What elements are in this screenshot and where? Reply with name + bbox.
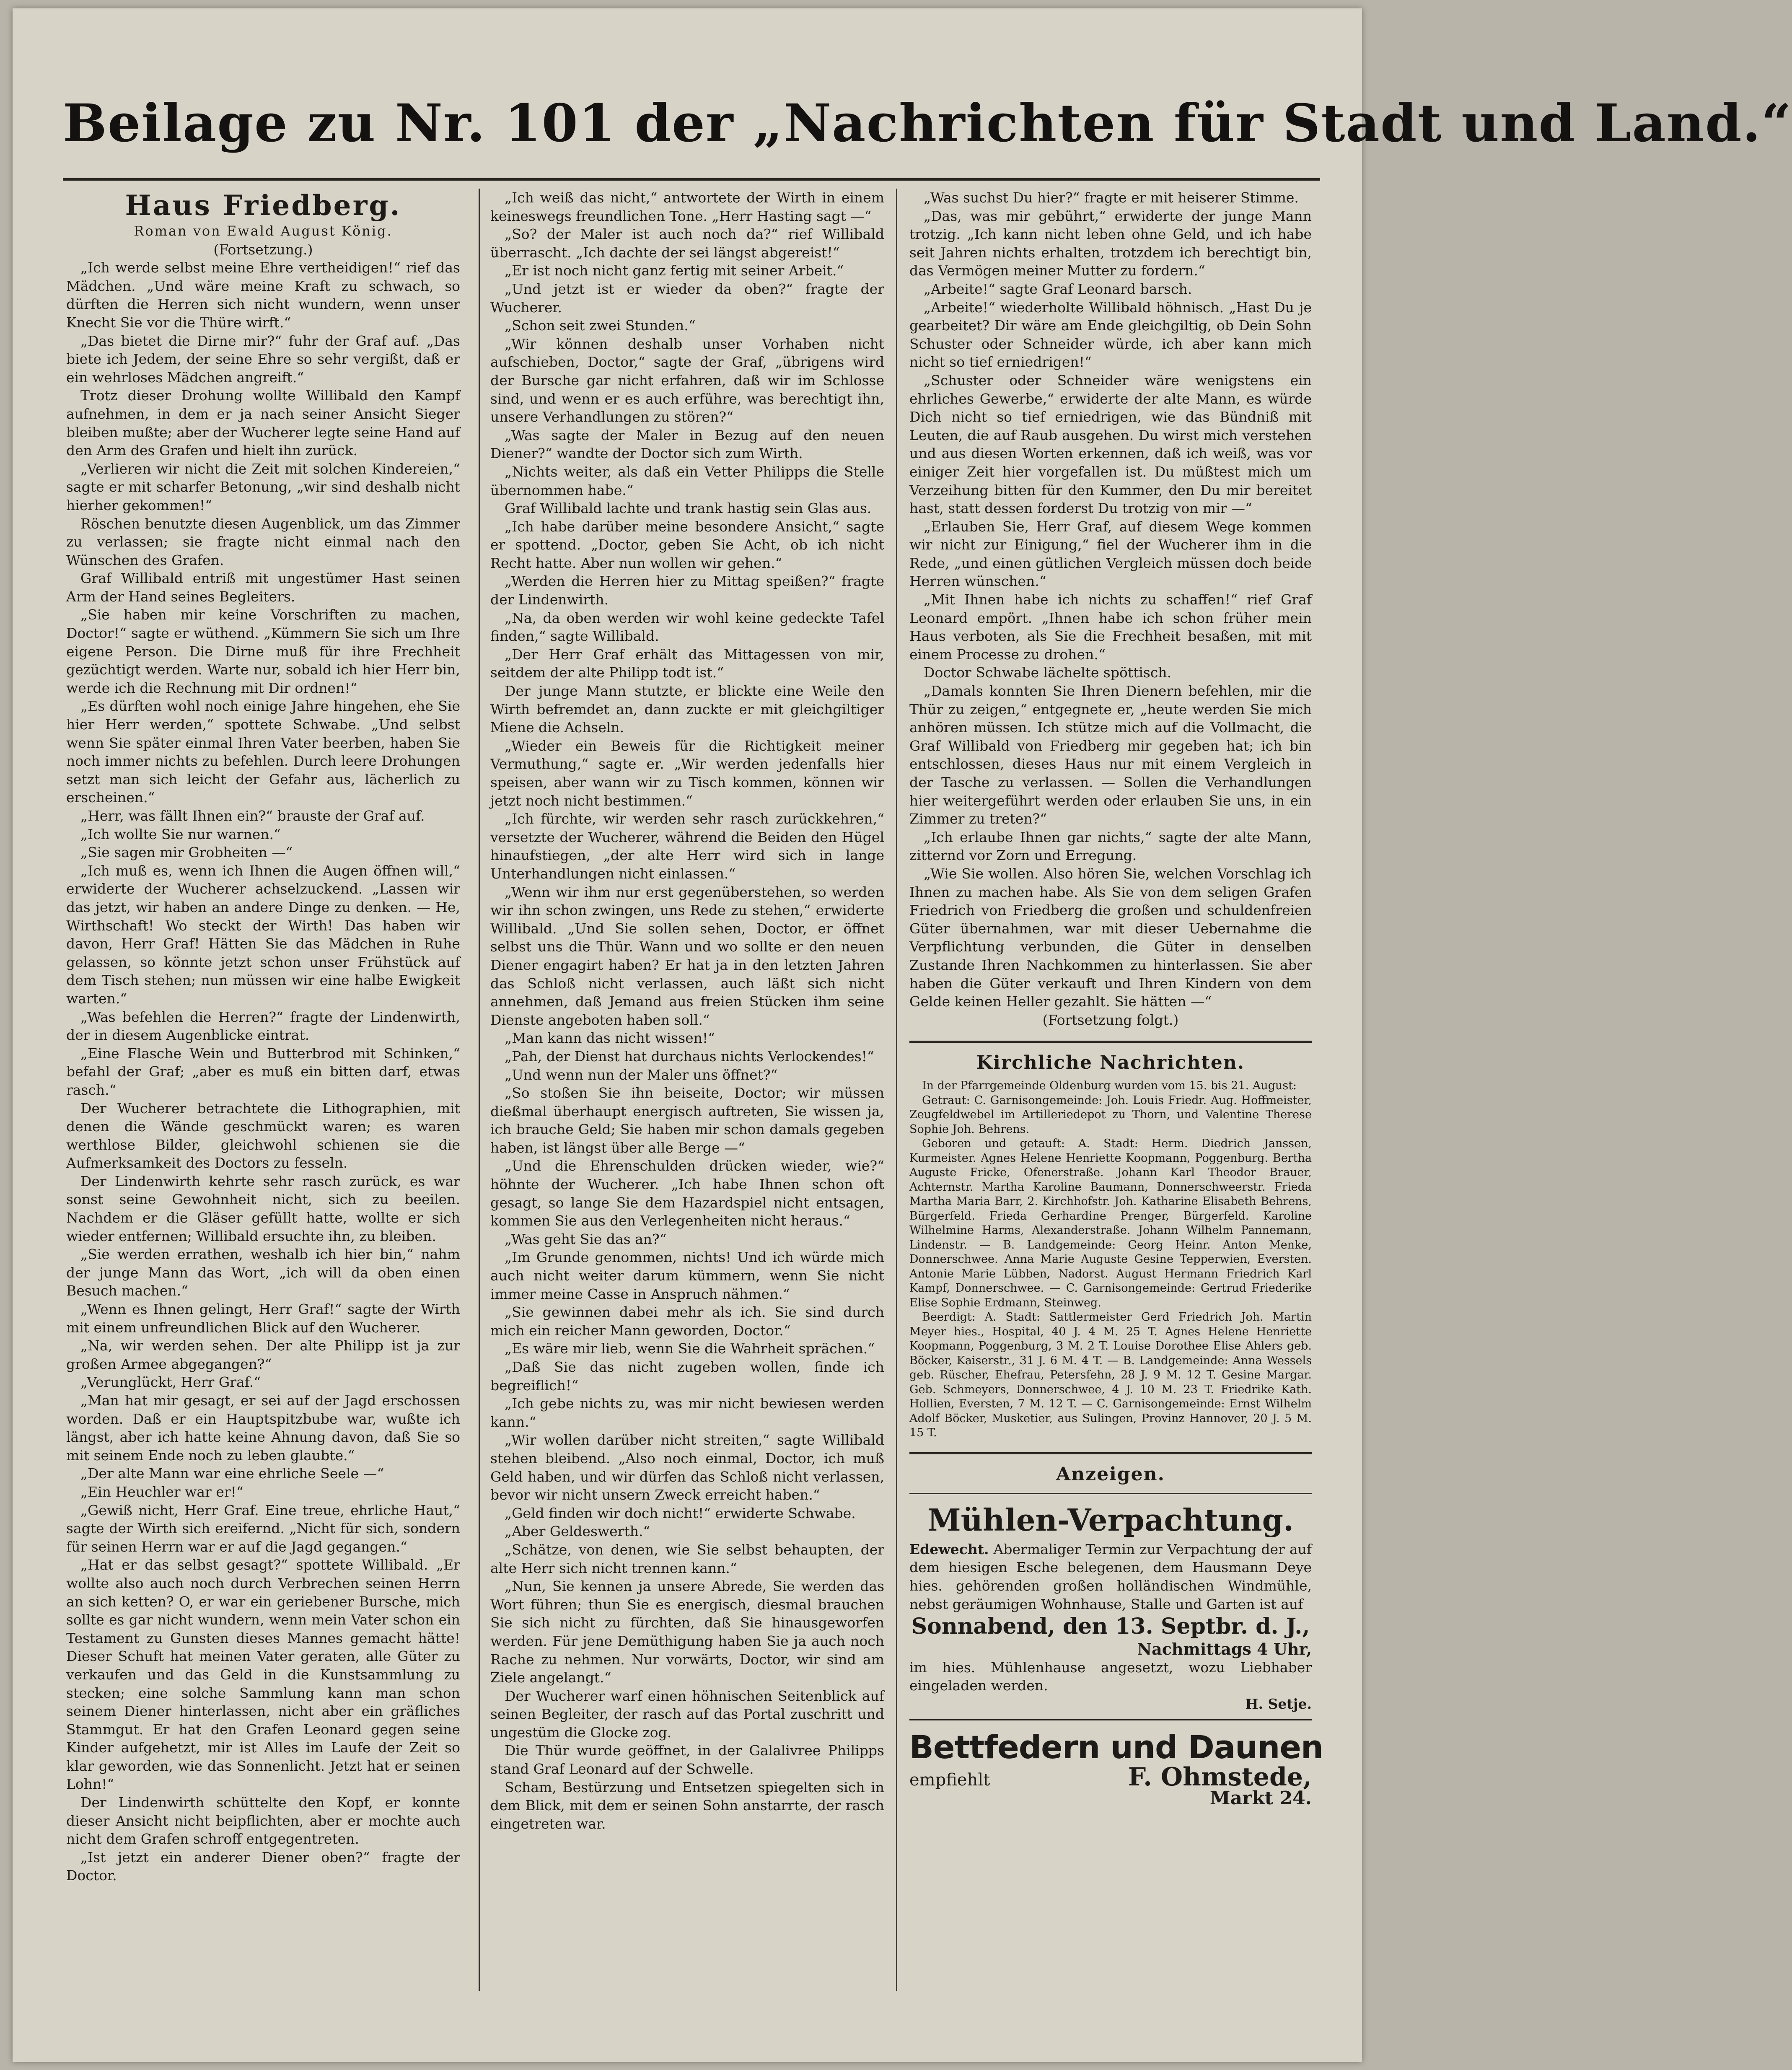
column-divider xyxy=(896,189,897,1991)
paragraph: „Und die Ehrenschulden drücken wieder, wie?“ höhnte der Wucherer. „Ich habe Ihnen schon oft gesagt, so lange Sie dem Hazardspiel nicht entsagen, kommen Sie aus den Verlegenheiten nicht heraus.“ xyxy=(490,1158,884,1229)
paragraph: Graf Willibald entriß mit ungestümer Hast seinen Arm der Hand seines Begleiters. xyxy=(66,570,460,605)
column-2 xyxy=(490,189,884,1833)
paragraph: „Was sagte der Maler in Bezug auf den neuen Diener?“ wandte der Doctor sich zum Wirth. xyxy=(490,427,884,462)
paragraph: „Der alte Mann war eine ehrliche Seele —“ xyxy=(80,1465,384,1482)
masthead-rule xyxy=(63,178,1320,181)
paragraph: „Im Grunde genommen, nichts! Und ich würde mich auch nicht weiter darum kümmern, wenn Sie nicht immer meine Casse in Anspruch nähmen.“ xyxy=(490,1249,884,1302)
paragraph: „Verlieren wir nicht die Zeit mit solchen Kindereien,“ sagte er mit scharfer Betonung, „wir sind deshalb nicht hierher gekommen!“ xyxy=(66,460,460,513)
church-paragraph: Geboren und getauft: A. Stadt: Herm. Diedrich Janssen, Kurmeister. Agnes Helene Henriette Koopmann, Poggenburg. Bertha Auguste Fricke, Ofenerstraße. Johann Karl Theodor Brauer, Achternstr. Martha Karoline Baumann, Donnerschweerstr. Frieda Martha Maria Barr, 2. Kirchhofstr. Joh. Katharine Elisabeth Behrens, Bürgerfeld. Frieda Gerhardine Prenger, Bürgerfeld. Karoline Wilhelmine Harms, Alexanderstraße. Johann Wilhelm Pannemann, Lindenstr. — B. Landgemeinde: Georg Heinr. Anton Menke, Donnerschwee. Anna Marie Auguste Gesine Tepperwien, Eversten. Antonie Marie Lübben, Nadorst. August Hermann Friedrich Karl Kampf, Donnerschwee. — C. Garnisongemeinde: Gertrud Friederike Elise Sophie Erdmann, Steinweg. xyxy=(909,1137,1312,1309)
paragraph: „Man kann das nicht wissen!“ xyxy=(505,1030,715,1047)
mill-lease-date: Sonnabend, den 13. Septbr. d. J., xyxy=(911,1614,1310,1640)
paragraph: „Ich habe darüber meine besondere Ansicht,“ sagte er spottend. „Doctor, geben Sie Acht, ob ich nicht Recht hatte. Aber nun wollen wir gehen.“ xyxy=(490,518,884,571)
paragraph: „Na, wir werden sehen. Der alte Philipp ist ja zur großen Armee abgegangen?“ xyxy=(66,1337,460,1372)
paragraph: „So stoßen Sie ihn beiseite, Doctor; wir müssen dießmal überhaupt energisch auftreten, Sie wissen ja, ich brauche Geld; Sie haben mir schon damals gegeben haben, ist längst über alle Berge —“ xyxy=(490,1085,884,1156)
paragraph: Graf Willibald lachte und trank hastig sein Glas aus. xyxy=(505,500,872,517)
paragraph: „Ich werde selbst meine Ehre vertheidigen!“ rief das Mädchen. „Und wäre meine Kraft zu schwach, so dürften die Herren sich nicht wundern, wenn unser Knecht Sie vor die Thüre wirft.“ xyxy=(66,259,460,331)
paragraph: „Schon seit zwei Stunden.“ xyxy=(505,317,696,334)
paragraph: „Wie Sie wollen. Also hören Sie, welchen Vorschlag ich Ihnen zu machen habe. Als Sie von dem seligen Grafen Friedrich von Friedberg die großen und schuldenfreien Güter übernahmen, war mit dieser Uebernahme die Verpflichtung verbunden, die Güter in denselben Zustande Ihren Nachkommen zu hinterlassen. Sie aber haben die Güter verkauft und Ihren Kindern von dem Gelde keinen Heller gezahlt. Sie hätten —“ xyxy=(909,865,1312,1010)
paragraph: „Was befehlen die Herren?“ fragte der Lindenwirth, der in diesem Augenblicke eintrat. xyxy=(66,1008,460,1044)
paragraph: „Sie werden errathen, weshalb ich hier bin,“ nahm der junge Mann das Wort, „ich will da oben einen Besuch machen.“ xyxy=(66,1246,460,1299)
paragraph: „Ich wollte Sie nur warnen.“ xyxy=(80,826,281,842)
section-rule xyxy=(909,1452,1312,1454)
paragraph: „Es wäre mir lieb, wenn Sie die Wahrheit sprächen.“ xyxy=(505,1340,875,1357)
paragraph: Trotz dieser Drohung wollte Willibald den Kampf aufnehmen, in dem er ja nach seiner Ansicht Sieger bleiben mußte; aber der Wucherer legte seine Hand auf den Arm des Grafen und hielt ihn zurück. xyxy=(66,387,460,459)
paragraph: „Ich weiß das nicht,“ antwortete der Wirth in einem keineswegs freundlichen Tone. „Herr Hasting sagt —“ xyxy=(490,189,884,224)
paragraph: „Und wenn nun der Maler uns öffnet?“ xyxy=(505,1066,778,1083)
bedding-address: Markt 24. xyxy=(1209,1788,1312,1809)
paragraph: „Erlauben Sie, Herr Graf, auf diesem Wege kommen wir nicht zur Einigung,“ fiel der Wucherer ihm in die Rede, „und einen gütlichen Vergleich müssen doch beide Herren wünschen.“ xyxy=(909,518,1312,590)
mill-lease-text-2: im hies. Mühlenhause angesetzt, wozu Liebhaber eingeladen werden. xyxy=(909,1659,1312,1694)
paragraph: „Nichts weiter, als daß ein Vetter Philipps die Stelle übernommen habe.“ xyxy=(490,463,884,498)
newspaper-page xyxy=(13,8,1792,2062)
mill-lease-time: Nachmittags 4 Uhr, xyxy=(1137,1640,1312,1659)
church-paragraph: In der Pfarrgemeinde Oldenburg wurden vom 15. bis 21. August: xyxy=(922,1079,1297,1093)
paragraph: „Er ist noch nicht ganz fertig mit seiner Arbeit.“ xyxy=(505,262,844,279)
paragraph: Der junge Mann stutzte, er blickte eine Weile den Wirth befremdet an, dann zuckte er mit gleichgiltiger Miene die Achseln. xyxy=(490,683,884,736)
column-divider xyxy=(479,189,480,1991)
mill-lease-place: Edewecht. xyxy=(909,1541,989,1557)
paragraph: „Wir wollen darüber nicht streiten,“ sagte Willibald stehen bleibend. „Also noch einmal, Doctor, ich muß Geld haben, und wir dürfen das Schloß nicht verlassen, bevor wir nicht unsern Zweck erreicht haben.“ xyxy=(490,1432,884,1503)
paragraph: „Es dürften wohl noch einige Jahre hingehen, ehe Sie hier Herr werden,“ spottete Schwabe. „Und selbst wenn Sie später einmal Ihren Vater beerben, haben Sie noch immer nichts zu befehlen. Durch leere Drohungen setzt man sich leicht der Gefahr aus, lächerlich zu erscheinen.“ xyxy=(66,698,460,806)
story-continued: (Fortsetzung.) xyxy=(213,241,313,258)
column-1 xyxy=(66,189,460,1885)
story-to-be-continued: (Fortsetzung folgt.) xyxy=(1042,1011,1179,1028)
paragraph: „Was geht Sie das an?“ xyxy=(505,1231,667,1247)
paragraph: Der Wucherer betrachtete die Lithographien, mit denen die Wände geschmückt waren; es waren werthlose Bilder, gleichwohl schienen sie die Aufmerksamkeit des Doctors zu fesseln. xyxy=(66,1100,460,1171)
paragraph: „Mit Ihnen habe ich nichts zu schaffen!“ rief Graf Leonard empört. „Ihnen habe ich schon früher mein Haus verboten, als Sie die Frechheit besaßen, mit mit einem Processe zu drohen.“ xyxy=(909,591,1312,663)
paragraph: Röschen benutzte diesen Augenblick, um das Zimmer zu verlassen; sie fragte nicht einmal nach den Wünschen des Grafen. xyxy=(66,515,460,568)
paragraph: Doctor Schwabe lächelte spöttisch. xyxy=(924,664,1172,681)
bedding-merchant: F. Ohmstede, xyxy=(1128,1762,1312,1792)
paragraph: „So? der Maler ist auch noch da?“ rief Willibald überrascht. „Ich dachte der sei längst abgereist!“ xyxy=(490,226,884,261)
church-news-title: Kirchliche Nachrichten. xyxy=(976,1052,1245,1074)
paragraph: „Ich gebe nichts zu, was mir nicht bewiesen werden kann.“ xyxy=(490,1395,884,1430)
mill-lease-signer: H. Setje. xyxy=(1245,1695,1312,1712)
paragraph: „Daß Sie das nicht zugeben wollen, finde ich begreiflich!“ xyxy=(490,1359,884,1394)
paragraph: „Damals konnten Sie Ihren Dienern befehlen, mir die Thür zu zeigen,“ entgegnete er, „heute werden Sie mich anhören müssen. Ich stütze mich auf die Vollmacht, die Graf Willibald von Friedberg mir gegeben hat; ich bin entschlossen, dieses Haus nur mit einem Vergleich in der Tasche zu verlassen. — Sollen die Verhandlungen hier weitergeführt werden oder erlauben Sie uns, in ein Zimmer zu treten?“ xyxy=(909,683,1312,827)
ad-rule xyxy=(909,1719,1312,1720)
paragraph: „Ist jetzt ein anderer Diener oben?“ fragte der Doctor. xyxy=(66,1849,460,1884)
paragraph: „Wir können deshalb unser Vorhaben nicht aufschieben, Doctor,“ sagte der Graf, „übrigens wird der Bursche gar nicht erfahren, daß wir im Schlosse sind, und wenn er es auch erführe, was berechtigt ihn, unsere Verhandlungen zu stören?“ xyxy=(490,335,884,425)
paragraph: „Ein Heuchler war er!“ xyxy=(80,1483,243,1500)
paragraph: „Na, da oben werden wir wohl keine gedeckte Tafel finden,“ sagte Willibald. xyxy=(490,609,884,645)
bedding-headline: Bettfedern und Daunen xyxy=(909,1728,1323,1766)
paragraph: „Wenn wir ihm nur erst gegenüberstehen, so werden wir ihn schon zwingen, uns Rede zu stehen,“ erwiderte Willibald. „Und Sie sollen sehen, Doctor, er öffnet selbst uns die Thür. Wann und wo sollte er den neuen Diener engagirt haben? Er hat ja in den letzten Jahren das Schloß nicht verlassen, auch läßt sich nicht annehmen, daß Jemand aus freien Stücken ihm seine Dienste angeboten haben soll.“ xyxy=(490,883,884,1028)
paragraph: „Und jetzt ist er wieder da oben?“ fragte der Wucherer. xyxy=(490,280,884,316)
story-title: Haus Friedberg. xyxy=(125,189,401,222)
paragraph: „Der Herr Graf erhält das Mittagessen von mir, seitdem der alte Philipp todt ist.“ xyxy=(490,646,884,681)
paragraph: „Sie sagen mir Grobheiten —“ xyxy=(80,844,293,861)
paragraph: „Geld finden wir doch nicht!“ erwiderte Schwabe. xyxy=(505,1505,856,1521)
paragraph: „Werden die Herren hier zu Mittag speißen?“ fragte der Lindenwirth. xyxy=(490,573,884,608)
paragraph: „Was suchst Du hier?“ fragte er mit heiserer Stimme. xyxy=(924,189,1299,206)
mill-lease-text: Abermaliger Termin zur Verpachtung der auf dem hiesigen Esche belegenen, dem Hausmann Deye hies. gehörenden großen holländischen Windmühle, nebst geräumigen Wohnhause, Stalle und Garten ist auf xyxy=(909,1541,1312,1612)
paragraph: „Ich muß es, wenn ich Ihnen die Augen öffnen will,“ erwiderte der Wucherer achselzuckend. „Lassen wir das jetzt, wir haben an andere Dinge zu denken. — He, Wirthschaft! Wo steckt der Wirth! Das haben wir davon, Herr Graf! Hätten Sie das Mädchen in Ruhe gelassen, so könnte jetzt schon unser Frühstück auf dem Tisch stehen; nun müssen wir eine halbe Ewigkeit warten.“ xyxy=(66,862,460,1007)
paragraph: „Herr, was fällt Ihnen ein?“ brauste der Graf auf. xyxy=(80,808,425,824)
church-paragraph: Getraut: C. Garnisongemeinde: Joh. Louis Friedr. Aug. Hoffmeister, Zeugfeldwebel im Artilleriedepot zu Thorn, und Valentine Therese Sophie Joh. Behrens. xyxy=(909,1093,1312,1136)
paragraph: Der Wucherer warf einen höhnischen Seitenblick auf seinen Begleiter, der rasch auf das Portal zuschritt und ungestüm die Glocke zog. xyxy=(490,1687,884,1741)
paragraph: „Eine Flasche Wein und Butterbrod mit Schinken,“ befahl der Graf; „aber es muß ein bitten darf, etwas rasch.“ xyxy=(66,1045,460,1098)
paragraph: „Wenn es Ihnen gelingt, Herr Graf!“ sagte der Wirth mit einem unfreundlichen Blick auf den Wucherer. xyxy=(66,1301,460,1336)
paragraph: „Arbeite!“ sagte Graf Leonard barsch. xyxy=(924,280,1192,297)
paragraph: „Ich erlaube Ihnen gar nichts,“ sagte der alte Mann, zitternd vor Zorn und Erregung. xyxy=(909,829,1312,864)
church-paragraph: Beerdigt: A. Stadt: Sattlermeister Gerd Friedrich Joh. Martin Meyer hies., Hospital, 40 J. 4 M. 25 T. Agnes Helene Henriette Koopmann, Poggenburg, 3 M. 2 T. Louise Dorothee Elise Ahlers geb. Böcker, Kaiserstr., 31 J. 6 M. 4 T. — B. Landgemeinde: Anna Wessels geb. Rüscher, Ehefrau, Petersfehn, 28 J. 9 M. 12 T. Gesine Margar. Geb. Schmeyers, Donnerschwee, 4 J. 10 M. 23 T. Friedrike Kath. Hollien, Eversten, 7 M. 12 T. — C. Garnisongemeinde: Ernst Wilhelm Adolf Böcker, Musketier, aus Sulingen, Provinz Hannover, 20 J. 5 M. 15 T. xyxy=(909,1311,1312,1440)
paragraph: Der Lindenwirth schüttelte den Kopf, er konnte dieser Ansicht nicht beipflichten, aber er mochte auch nicht dem Grafen schroff entgegentreten. xyxy=(66,1794,460,1847)
paragraph: „Schuster oder Schneider wäre wenigstens ein ehrliches Gewerbe,“ erwiderte der alte Mann, es würde Dich nicht so tief erniedrigen, wie das Bündniß mit Leuten, die auf Raub ausgehen. Du wirst mich verstehen und aus diesen Worten erkennen, daß ich weiß, was vor einiger Zeit hier vorgefallen ist. Du müßtest mich um Verzeihung bitten für den Kummer, den Du mir bereitet hast, statt dessen forderst Du trotzig von mir —“ xyxy=(909,372,1312,517)
section-rule xyxy=(909,1041,1312,1043)
paragraph: „Sie haben mir keine Vorschriften zu machen, Doctor!“ sagte er wüthend. „Kümmern Sie sich um Ihre eigene Person. Die Dirne muß für ihre Frechheit gezüchtigt werden. Warte nur, sobald ich hier Herr bin, werde ich die Rechnung mit Dir ordnen!“ xyxy=(66,606,460,696)
paragraph: „Schätze, von denen, wie Sie selbst behaupten, der alte Herr sich nicht trennen kann.“ xyxy=(490,1541,884,1576)
story-body-1 xyxy=(66,259,460,1885)
paragraph: „Arbeite!“ wiederholte Willibald höhnisch. „Hast Du je gearbeitet? Dir wäre am Ende gleichgiltig, ob Dein Sohn Schuster oder Schneider würde, ich aber kann mich nicht so tief erniedrigen!“ xyxy=(909,299,1312,370)
bedding-recommend: empfiehlt xyxy=(909,1770,990,1790)
paragraph: „Das, was mir gebührt,“ erwiderte der junge Mann trotzig. „Ich kann nicht leben ohne Geld, und ich habe seit Jahren nichts erhalten, trotzdem ich berechtigt bin, das Vermögen meiner Mutter zu fordern.“ xyxy=(909,207,1312,279)
ad-rule xyxy=(909,1493,1312,1494)
paragraph: „Aber Geldeswerth.“ xyxy=(505,1523,650,1540)
bedding-ad xyxy=(909,1726,1323,1809)
masthead: Beilage zu Nr. 101 der „Nachrichten für Stadt und Land.“ xyxy=(63,93,1792,154)
paragraph: „Man hat mir gesagt, er sei auf der Jagd erschossen worden. Daß er ein Hauptspitzbube war, wußte ich längst, aber ich hatte keine Ahnung davon, daß Sie so mit seinem Ende noch zu leben glaubte.“ xyxy=(66,1392,460,1464)
paragraph: „Wieder ein Beweis für die Richtigkeit meiner Vermuthung,“ sagte er. „Wir werden jedenfalls hier speisen, aber wann wir zu Tisch kommen, können wir jetzt noch nicht bestimmen.“ xyxy=(490,737,884,809)
column-3 xyxy=(909,189,1323,1809)
paragraph: „Verunglückt, Herr Graf.“ xyxy=(80,1374,261,1391)
mill-lease-title: Mühlen-Verpachtung. xyxy=(927,1502,1294,1538)
paragraph: „Pah, der Dienst hat durchaus nichts Verlockendes!“ xyxy=(505,1048,874,1065)
paragraph: „Nun, Sie kennen ja unsere Abrede, Sie werden das Wort führen; thun Sie es energisch, diesmal brauchen Sie sich nicht zu fürchten, daß Sie hinausgeworfen werden. Für jene Demüthigung haben Sie ja auch noch Rache zu nehmen. Nur vorwärts, Doctor, wir sind am Ziele angelangt.“ xyxy=(490,1578,884,1686)
paragraph: „Das bietet die Dirne mir?“ fuhr der Graf auf. „Das biete ich Jedem, der seine Ehre so sehr vergißt, daß er ein wehrloses Mädchen angreift.“ xyxy=(66,332,460,386)
mill-lease-ad xyxy=(909,1500,1312,1713)
paragraph: „Hat er das selbst gesagt?“ spottete Willibald. „Er wollte also auch noch durch Verbrechen seinen Herrn an sich ketten? O, er war ein geriebener Bursche, mich sollte es gar nicht wundern, wenn mein Vater schon ein Testament zu Gunsten dieses Mannes gemacht hätte! Dieser Schuft hat meinen Vater geraten, alle Güter zu verkaufen und das Geld in die Kunstsammlung zu stecken; eine solche Sammlung kann man schon seinem Diener hinterlassen, nicht aber ein gräfliches Stammgut. Er hat den Grafen Leonard gegen seine Kinder aufgehetzt, mir ist Alles im Laufe der Zeit so klar geworden, wie das Sonnenlicht. Jetzt hat er seinen Lohn!“ xyxy=(66,1557,460,1793)
paragraph: „Gewiß nicht, Herr Graf. Eine treue, ehrliche Haut,“ sagte der Wirth sich ereifernd. „Nicht für sich, sondern für seinen Herrn war er auf die Jagd gegangen.“ xyxy=(66,1502,460,1555)
paragraph: Scham, Bestürzung und Entsetzen spiegelten sich in dem Blick, mit dem er seinen Sohn anstarrte, der rasch eingetreten war. xyxy=(490,1779,884,1832)
church-news xyxy=(909,1079,1312,1440)
story-author: Roman von Ewald August König. xyxy=(134,223,393,239)
ads-title: Anzeigen. xyxy=(1056,1463,1165,1485)
paragraph: Der Lindenwirth kehrte sehr rasch zurück, es war sonst seine Gewohnheit nicht, sich zu beeilen. Nachdem er die Gläser gefüllt hatte, wollte er sich wieder entfernen; Willibald ersuchte ihn, zu bleiben. xyxy=(66,1173,460,1244)
paragraph: „Ich fürchte, wir werden sehr rasch zurückkehren,“ versetzte der Wucherer, während die Beiden den Hügel hinaufstiegen, „der alte Herr wird sich in lange Unterhandlungen nicht einlassen.“ xyxy=(490,811,884,882)
paragraph: „Sie gewinnen dabei mehr als ich. Sie sind durch mich ein reicher Mann geworden, Doctor.“ xyxy=(490,1304,884,1339)
paragraph: Die Thür wurde geöffnet, in der Galalivree Philipps stand Graf Leonard auf der Schwelle. xyxy=(490,1742,884,1777)
